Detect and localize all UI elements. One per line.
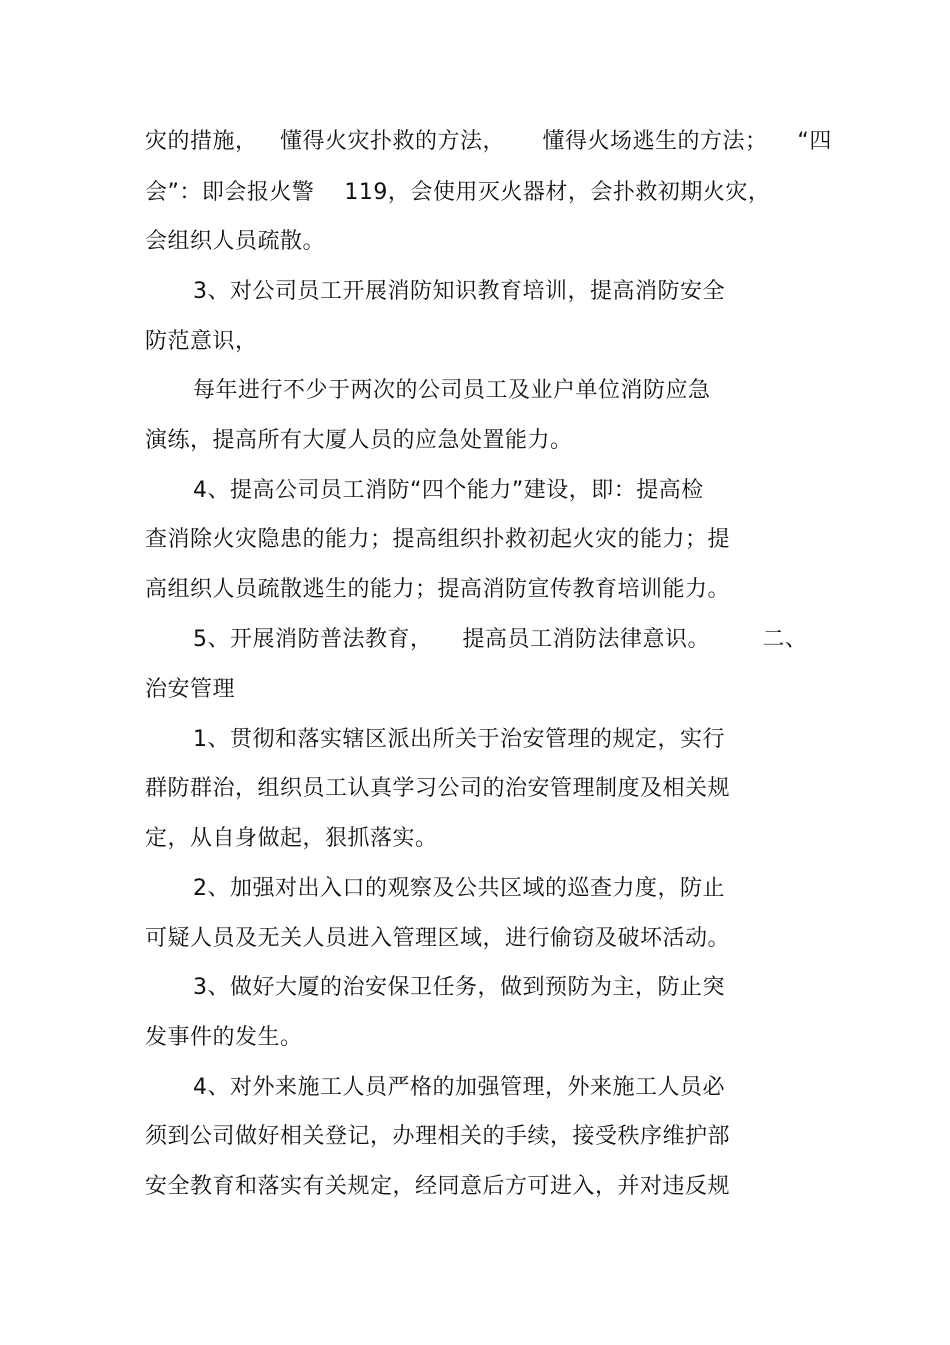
text-line: 灾的措施， 懂得火灾扑救的方法， 懂得火场逃生的方法； “四 <box>145 129 832 154</box>
text-line: 会”：即会报火警 119，会使用灭火器材，会扑救初期火灾， <box>145 180 771 205</box>
text-line: 演练，提高所有大厦人员的应急处置能力。 <box>145 428 573 453</box>
section-heading: 治安管理 <box>145 677 236 702</box>
paragraph-start-line: 4、对外来施工人员严格的加强管理，外来施工人员必 <box>193 1075 725 1100</box>
text-line: 高组织人员疏散逃生的能力；提高消防宣传教育培训能力。 <box>145 577 731 602</box>
text-line: 须到公司做好相关登记，办理相关的手续，接受秩序维护部 <box>145 1124 731 1149</box>
text-line: 安全教育和落实有关规定，经同意后方可进入，并对违反规 <box>145 1174 731 1199</box>
paragraph-start-line: 3、做好大厦的治安保卫任务，做到预防为主，防止突 <box>193 975 725 1000</box>
text-line: 可疑人员及无关人员进入管理区域，进行偷窃及破坏活动。 <box>145 926 731 951</box>
text-line: 群防群治，组织员工认真学习公司的治安管理制度及相关规 <box>145 776 731 801</box>
text-line: 防范意识， <box>145 329 258 354</box>
paragraph-start-line: 每年进行不少于两次的公司员工及业户单位消防应急 <box>193 378 711 403</box>
paragraph-start-line: 2、加强对出入口的观察及公共区域的巡查力度，防止 <box>193 876 725 901</box>
text-line: 会组织人员疏散。 <box>145 229 326 254</box>
text-line: 发事件的发生。 <box>145 1025 303 1050</box>
paragraph-start-line: 1、贯彻和落实辖区派出所关于治安管理的规定，实行 <box>193 727 725 752</box>
paragraph-start-line: 3、对公司员工开展消防知识教育培训，提高消防安全 <box>193 279 725 304</box>
paragraph-start-line: 5、开展消防普法教育， 提高员工消防法律意识。 二、 <box>193 627 808 652</box>
text-line: 查消除火灾隐患的能力；提高组织扑救初起火灾的能力；提 <box>145 527 731 552</box>
text-line: 定，从自身做起，狠抓落实。 <box>145 826 438 851</box>
paragraph-start-line: 4、提高公司员工消防“四个能力”建设，即：提高检 <box>193 478 704 503</box>
